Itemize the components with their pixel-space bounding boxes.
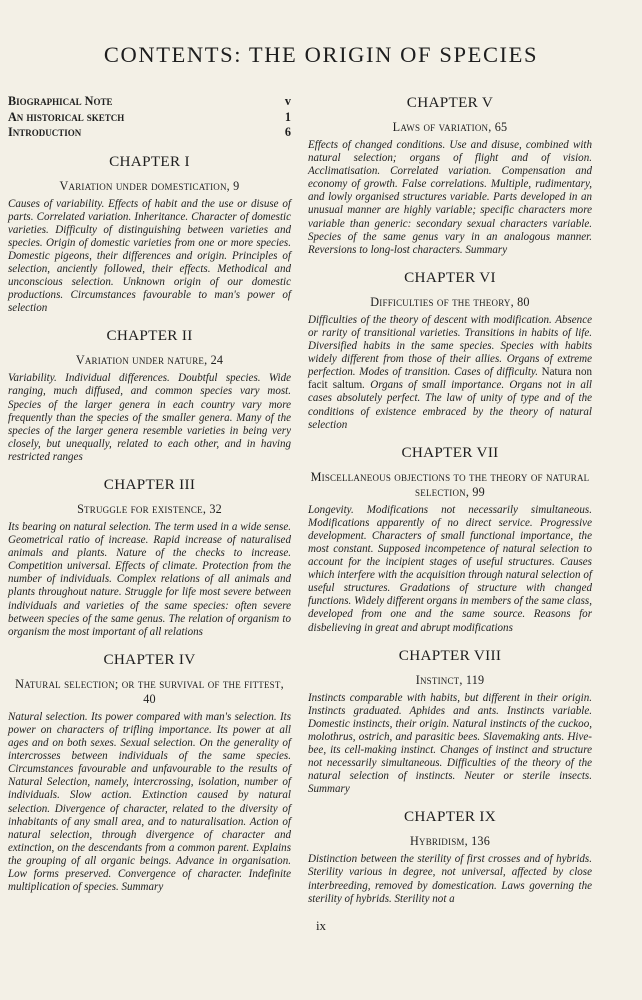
chapter-entry xyxy=(8,153,291,316)
chapter-heading: CHAPTER IV xyxy=(103,650,196,668)
chapter-subtitle[interactable]: Struggle for existence, 32 xyxy=(77,502,222,516)
summary-text: Difficulties of the theory of descent with modification. Absence or rarity of transitional varieties. Transitions in habits of life. Diversified habits in the same species. Species with habits widely different from those of their allies. Organs of extreme perfection. Modes of transition. Cases of difficulty. xyxy=(308,313,592,379)
chapter-entry xyxy=(8,476,291,639)
chapter-summary: Natural selection. Its power compared with man's selection. Its power on characters of trifling importance. Its power at all ages and on both sexes. Sexual selection. On the generality of intercrosses between individuals of the same species. Circumstances favourable and unfavourable to the results of Natural Selection, namely, intercrossing, isolation, number of individuals. Slow action. Extinction caused by natural selection. Divergence of character, related to the diversity of inhabitants of any small area, and to naturalisation. Action of natural selection, through divergence of character and extinction, on the descendants from a common parent. Explains the grouping of all organic beings. Advance in organisation. Low forms preserved. Convergence of character. Indefinite multiplication of species. Summary xyxy=(8,710,291,894)
chapter-heading: CHAPTER VI xyxy=(404,268,496,286)
chapter-summary: Instincts comparable with habits, but different in their origin. Instincts graduated. Aphides and ants. Instincts variable. Domestic instincts, their origin. Natural instincts of the cuckoo, molothrus, ostrich, and parasitic bees. Slavemaking ants. Hive-bee, its cell-making instinct. Changes of instinct and structure not necessarily simultaneous. Difficulties of the theory of the natural selection of instincts. Neuter or sterile insects. Summary xyxy=(308,691,592,796)
front-matter-label: Introduction xyxy=(8,125,82,139)
front-matter-entry[interactable] xyxy=(8,125,291,141)
page-number: ix xyxy=(315,918,327,933)
chapter-subtitle[interactable]: Hybridism, 136 xyxy=(410,834,490,849)
chapter-subtitle[interactable]: Difficulties of the theory, 80 xyxy=(370,294,530,309)
chapter-entry xyxy=(8,651,291,894)
front-matter-entry[interactable] xyxy=(8,110,291,126)
front-matter-page: 6 xyxy=(284,125,291,139)
front-matter-entry[interactable] xyxy=(8,94,291,110)
page-title: CONTENTS: THE ORIGIN OF SPECIES xyxy=(103,42,539,67)
chapter-summary: Distinction between the sterility of first crosses and of hybrids. Sterility various in degree, not universal, affected by close interbreeding, removed by domestication. Laws governing the sterility of hybrids. Sterility not a xyxy=(308,853,592,905)
latin-phrase: Natura non facit saltum xyxy=(308,366,593,392)
chapter-heading: CHAPTER III xyxy=(103,476,196,493)
chapter-heading: CHAPTER IX xyxy=(403,808,497,826)
front-matter-page: 1 xyxy=(284,109,291,124)
chapter-entry xyxy=(308,647,592,797)
chapter-subtitle[interactable]: Variation under nature, 24 xyxy=(75,353,224,368)
chapter-summary: Longevity. Modifications not necessarily simultaneous. Modifications apparently of no direct service. Progressive development. Characters of small functional importance, the most constant. Supposed incompetence of natural selection to account for the incipient stages of useful structures. Causes which interfere with the acquisition through natural selection of useful structures. Gradations of structure with changed functions. Widely different organs in members of the same class, developed from one and the same source. Reasons for disbelieving in great and abrupt modifications xyxy=(308,503,592,634)
chapter-summary: Its bearing on natural selection. The term used in a wide sense. Geometrical ratio of increase. Rapid increase of naturalised animals and plants. Nature of the checks to increase. Competition universal. Effects of climate. Protection from the number of individuals. Complex relations of all animals and plants throughout nature. Struggle for life most severe between individuals and varieties of the same species: often severe between species of the same genus. The relation of organism to organism the most important of all relations xyxy=(8,521,291,638)
front-matter-list xyxy=(8,94,291,141)
chapter-entry xyxy=(308,808,592,905)
chapter-heading: CHAPTER I xyxy=(109,152,190,170)
chapter-entry xyxy=(8,327,291,464)
chapter-heading: CHAPTER II xyxy=(106,327,193,345)
summary-text: . Organs of small importance. Organs not in all cases absolutely perfect. The law of unity of type and of the conditions of existence embraced by the theory of natural selection xyxy=(308,379,593,431)
chapter-heading: CHAPTER V xyxy=(406,94,494,111)
chapter-subtitle[interactable]: Instinct, 119 xyxy=(415,672,485,687)
chapter-heading: CHAPTER VIII xyxy=(398,646,502,664)
chapter-entry xyxy=(308,444,592,635)
front-matter-page: v xyxy=(284,94,291,108)
chapter-subtitle[interactable]: Miscellaneous objections to the theory of natural selection, 99 xyxy=(310,469,590,499)
right-column xyxy=(308,94,592,915)
chapter-summary: Effects of changed conditions. Use and disuse, combined with natural selection; organs of flight and of vision. Acclimatisation. Correlated variation. Compensation and economy of growth. False correlations. Multiple, rudimentary, and lowly organised structures variable. Parts developed in an unusual manner are highly variable; specific characters more variable than generic: secondary sexual characters variable. Species of the same genus vary in an analogous manner. Reversions to long-lost characters. Summary xyxy=(308,139,592,256)
chapter-subtitle[interactable]: Variation under domestication, 9 xyxy=(59,178,240,193)
front-matter-label: An historical sketch xyxy=(8,109,125,124)
left-column xyxy=(8,94,291,903)
chapter-subtitle[interactable]: Laws of variation, 65 xyxy=(392,120,508,134)
chapter-subtitle[interactable]: Natural selection; or the survival of the fittest, 40 xyxy=(15,676,284,706)
chapter-summary xyxy=(308,314,592,432)
chapter-heading: CHAPTER VII xyxy=(401,443,499,461)
front-matter-label: Biographical Note xyxy=(8,94,113,108)
chapter-entry xyxy=(308,269,592,432)
chapter-entry xyxy=(308,94,592,257)
chapter-summary: Causes of variability. Effects of habit and the use or disuse of parts. Correlated variation. Inheritance. Character of domestic varieties. Difficulty of distinguishing between varieties and species. Origin of domestic varieties from one or more species. Domestic pigeons, their differences and origin. Principles of selection, anciently followed, their effects. Methodical and unconscious selection. Unknown origin of our domestic productions. Circumstances favourable to man's power of selection xyxy=(8,197,291,315)
chapter-summary: Variability. Individual differences. Doubtful species. Wide ranging, much diffused, and common species vary most. Species of the larger genera in each country vary more frequently than the species of the smaller genera. Many of the species of the larger genera resemble varieties in being very closely, but unequally, related to each other, and in having restricted ranges xyxy=(8,372,291,463)
